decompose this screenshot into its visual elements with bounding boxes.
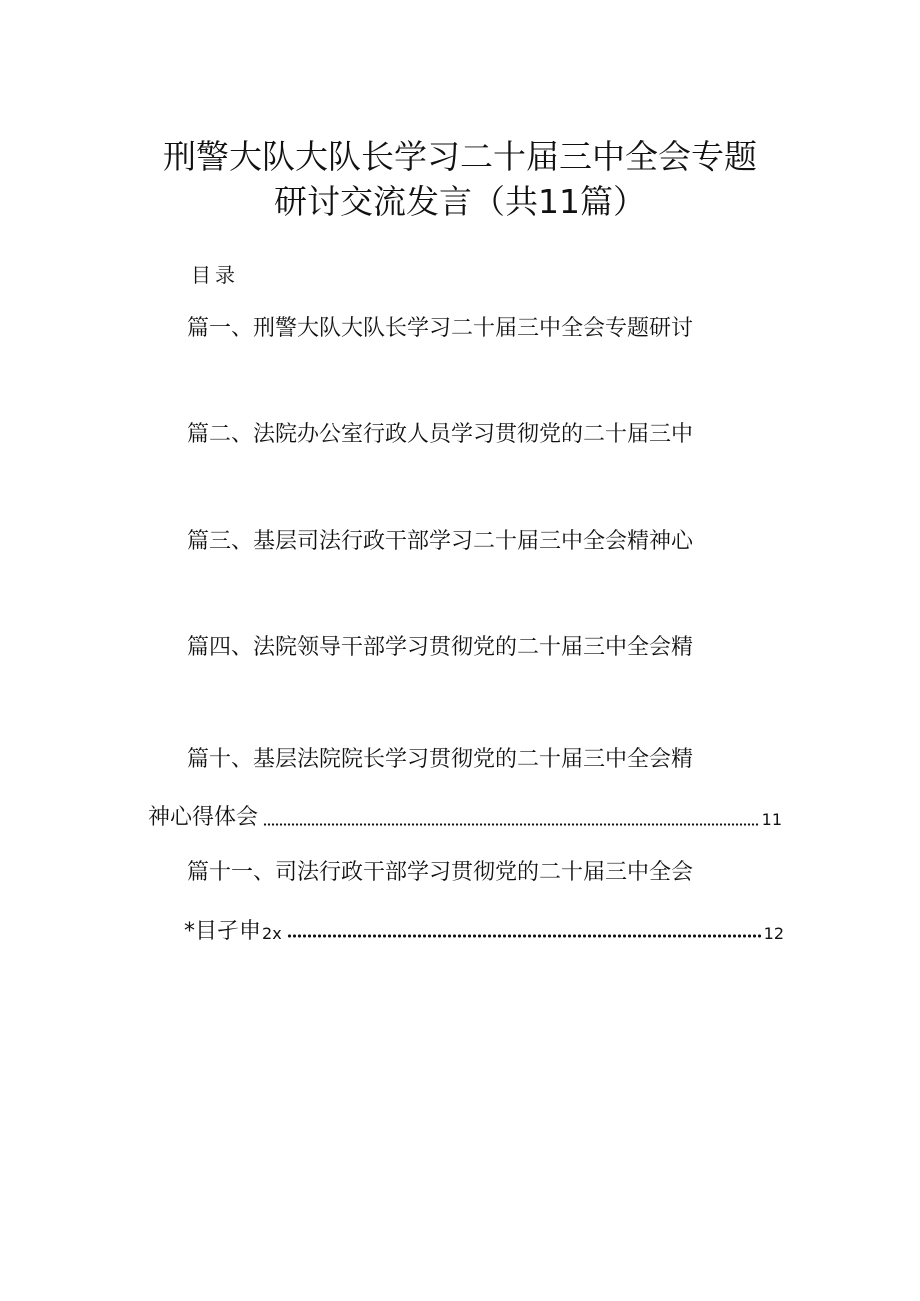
toc-entry-10-line-2[interactable]: [148, 803, 782, 833]
document-title-line-2: 研讨交流发言（共11篇）: [274, 182, 646, 221]
toc-entry-1[interactable]: 篇一、刑警大队大队长学习二十届三中全会专题研讨: [187, 316, 694, 341]
toc-entry-10-page-number: 11: [761, 810, 782, 829]
dot-leader: [287, 934, 761, 938]
dot-leader: [263, 823, 759, 826]
toc-entry-11-line-1[interactable]: 篇十一、司法行政干部学习贯彻党的二十届三中全会: [187, 860, 694, 885]
toc-entry-11-continuation-suffix: 2x: [262, 924, 282, 943]
toc-entry-4[interactable]: 篇四、法院领导干部学习贯彻党的二十届三中全会精: [187, 635, 694, 660]
toc-entry-10-line-1[interactable]: 篇十、基层法院院长学习贯彻党的二十届三中全会精: [187, 747, 694, 772]
toc-entry-11-page-number: 12: [763, 924, 784, 943]
document-title-line-1: 刑警大队大队长学习二十届三中全会专题: [163, 137, 757, 176]
toc-entry-3[interactable]: 篇三、基层司法行政干部学习二十届三中全会精神心: [187, 529, 694, 554]
toc-entry-11-continuation: *目孑申: [184, 919, 262, 944]
toc-entry-11-line-2[interactable]: [184, 917, 784, 947]
toc-entry-10-continuation: 神心得体会: [148, 805, 259, 830]
toc-entry-2[interactable]: 篇二、法院办公室行政人员学习贯彻党的二十届三中: [187, 422, 694, 447]
toc-heading: 目录: [191, 263, 239, 287]
